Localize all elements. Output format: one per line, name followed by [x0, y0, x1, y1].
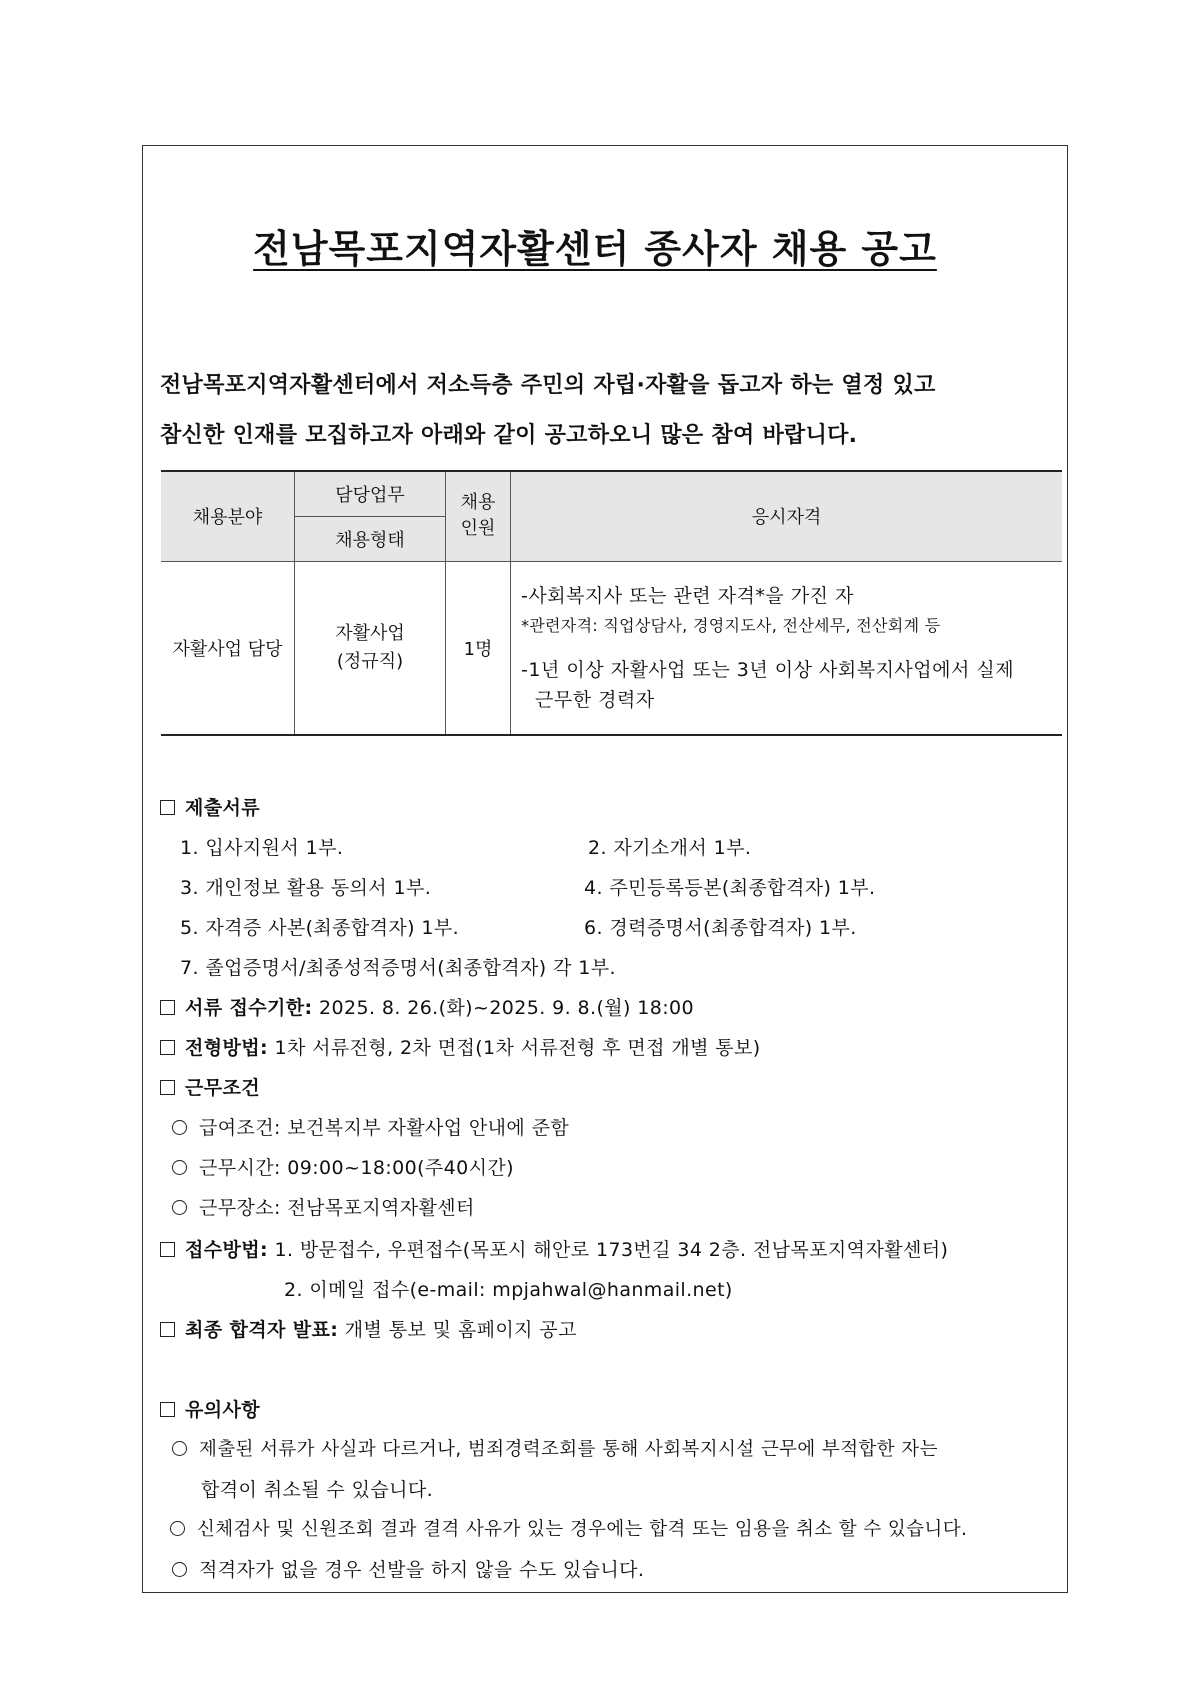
qualification-note: *관련자격: 직업상담사, 경영지도사, 전산세무, 전산회계 등: [521, 615, 941, 635]
header-type: 채용형태: [295, 516, 446, 561]
cell-duty-type: [295, 561, 446, 735]
selection-line: [160, 1033, 761, 1060]
header-qualification: 응시자격: [511, 471, 1063, 561]
document-item: 1. 입사지원서 1부.: [180, 837, 344, 859]
document-item: 5. 자격증 사본(최종합격자) 1부.: [180, 917, 460, 939]
condition-item: [172, 1153, 514, 1180]
condition-text: 근무장소: 전남목포지역자활센터: [199, 1197, 475, 1219]
cell-duty: 자활사업: [335, 622, 405, 644]
document-item: 2. 자기소개서 1부.: [588, 837, 752, 859]
circle-bullet-icon: [172, 1120, 187, 1135]
submission-method-2: 2. 이메일 접수(e-mail: mpjahwal@hanmail.net): [284, 1279, 733, 1301]
document-item: 3. 개인정보 활용 동의서 1부.: [180, 877, 432, 899]
condition-item: [172, 1193, 475, 1220]
qualification-1: -사회복지사 또는 관련 자격*을 가진 자: [521, 584, 854, 607]
checkbox-square-icon: [160, 1242, 175, 1257]
recruitment-table: [161, 470, 1062, 736]
checkbox-square-icon: [160, 800, 175, 815]
document-item: 7. 졸업증명서/최종성적증명서(최종합격자) 각 1부.: [180, 957, 616, 979]
circle-bullet-icon: [172, 1160, 187, 1175]
circle-bullet-icon: [170, 1521, 185, 1536]
condition-item: [172, 1113, 569, 1140]
notes-heading: [160, 1395, 260, 1422]
circle-bullet-icon: [172, 1441, 187, 1456]
submission-label: 접수방법:: [185, 1239, 269, 1261]
document-item: 6. 경력증명서(최종합격자) 1부.: [584, 917, 857, 939]
cell-type: (정규직): [336, 650, 404, 672]
header-headcount: [446, 471, 511, 561]
circle-bullet-icon: [172, 1200, 187, 1215]
selection-value: 1차 서류전형, 2차 면접(1차 서류전형 후 면접 개별 통보): [274, 1037, 761, 1059]
note-item: [172, 1435, 938, 1461]
notes-heading-text: 유의사항: [185, 1399, 261, 1421]
deadline-line: [160, 993, 694, 1020]
note-text: 신체검사 및 신원조회 결과 결격 사유가 있는 경우에는 합격 또는 임용을 취소 할 수 있습니다.: [197, 1519, 968, 1540]
intro-line-1: 전남목포지역자활센터에서 저소득층 주민의 자립·자활을 돕고자 하는 열정 있고: [160, 373, 936, 398]
conditions-heading-text: 근무조건: [185, 1077, 261, 1099]
header-headcount-line2: 인원: [460, 518, 496, 540]
documents-heading-text: 제출서류: [185, 797, 261, 819]
page-border: [142, 145, 1068, 1593]
checkbox-square-icon: [160, 1080, 175, 1095]
qualification-2-cont: 근무한 경력자: [535, 688, 655, 711]
title-text: 전남목포지역자활센터 종사자 채용 공고: [253, 227, 937, 271]
header-duty: 담당업무: [295, 471, 446, 516]
deadline-value: 2025. 8. 26.(화)~2025. 9. 8.(월) 18:00: [319, 997, 695, 1019]
condition-text: 급여조건: 보건복지부 자활사업 안내에 준함: [199, 1117, 570, 1139]
checkbox-square-icon: [160, 1402, 175, 1417]
cell-field: 자활사업 담당: [161, 561, 295, 735]
selection-label: 전형방법:: [185, 1037, 269, 1059]
checkbox-square-icon: [160, 1040, 175, 1055]
deadline-label: 서류 접수기한:: [185, 997, 313, 1019]
cell-qualification: [511, 561, 1063, 735]
note-text: 적격자가 없을 경우 선발을 하지 않을 수도 있습니다.: [199, 1559, 645, 1581]
cell-headcount: 1명: [446, 561, 511, 735]
condition-text: 근무시간: 09:00~18:00(주40시간): [199, 1157, 514, 1179]
header-headcount-line1: 채용: [460, 492, 496, 514]
submission-line: [160, 1235, 948, 1262]
announcement-line: [160, 1315, 577, 1342]
submission-method-1: 1. 방문접수, 우편접수(목포시 해안로 173번길 34 2층. 전남목포지역자활센터): [274, 1239, 949, 1261]
documents-heading: [160, 793, 260, 820]
announcement-label: 최종 합격자 발표:: [185, 1319, 339, 1341]
checkbox-square-icon: [160, 1000, 175, 1015]
note-item: [172, 1555, 644, 1582]
header-field: 채용분야: [161, 471, 295, 561]
note-text: 제출된 서류가 사실과 다르거나, 범죄경력조회를 통해 사회복지시설 근무에 부적합한 자는: [199, 1439, 938, 1460]
checkbox-square-icon: [160, 1322, 175, 1337]
page-title: [0, 218, 1190, 273]
note-item-cont: 합격이 취소될 수 있습니다.: [201, 1479, 434, 1501]
announcement-value: 개별 통보 및 홈페이지 공고: [344, 1319, 577, 1341]
document-item: 4. 주민등록등본(최종합격자) 1부.: [584, 877, 876, 899]
intro-line-2: 참신한 인재를 모집하고자 아래와 같이 공고하오니 많은 참여 바랍니다.: [160, 423, 858, 448]
circle-bullet-icon: [172, 1562, 187, 1577]
qualification-2: -1년 이상 자활사업 또는 3년 이상 사회복지사업에서 실제: [521, 658, 1015, 681]
note-item: [170, 1515, 967, 1541]
conditions-heading: [160, 1073, 260, 1100]
